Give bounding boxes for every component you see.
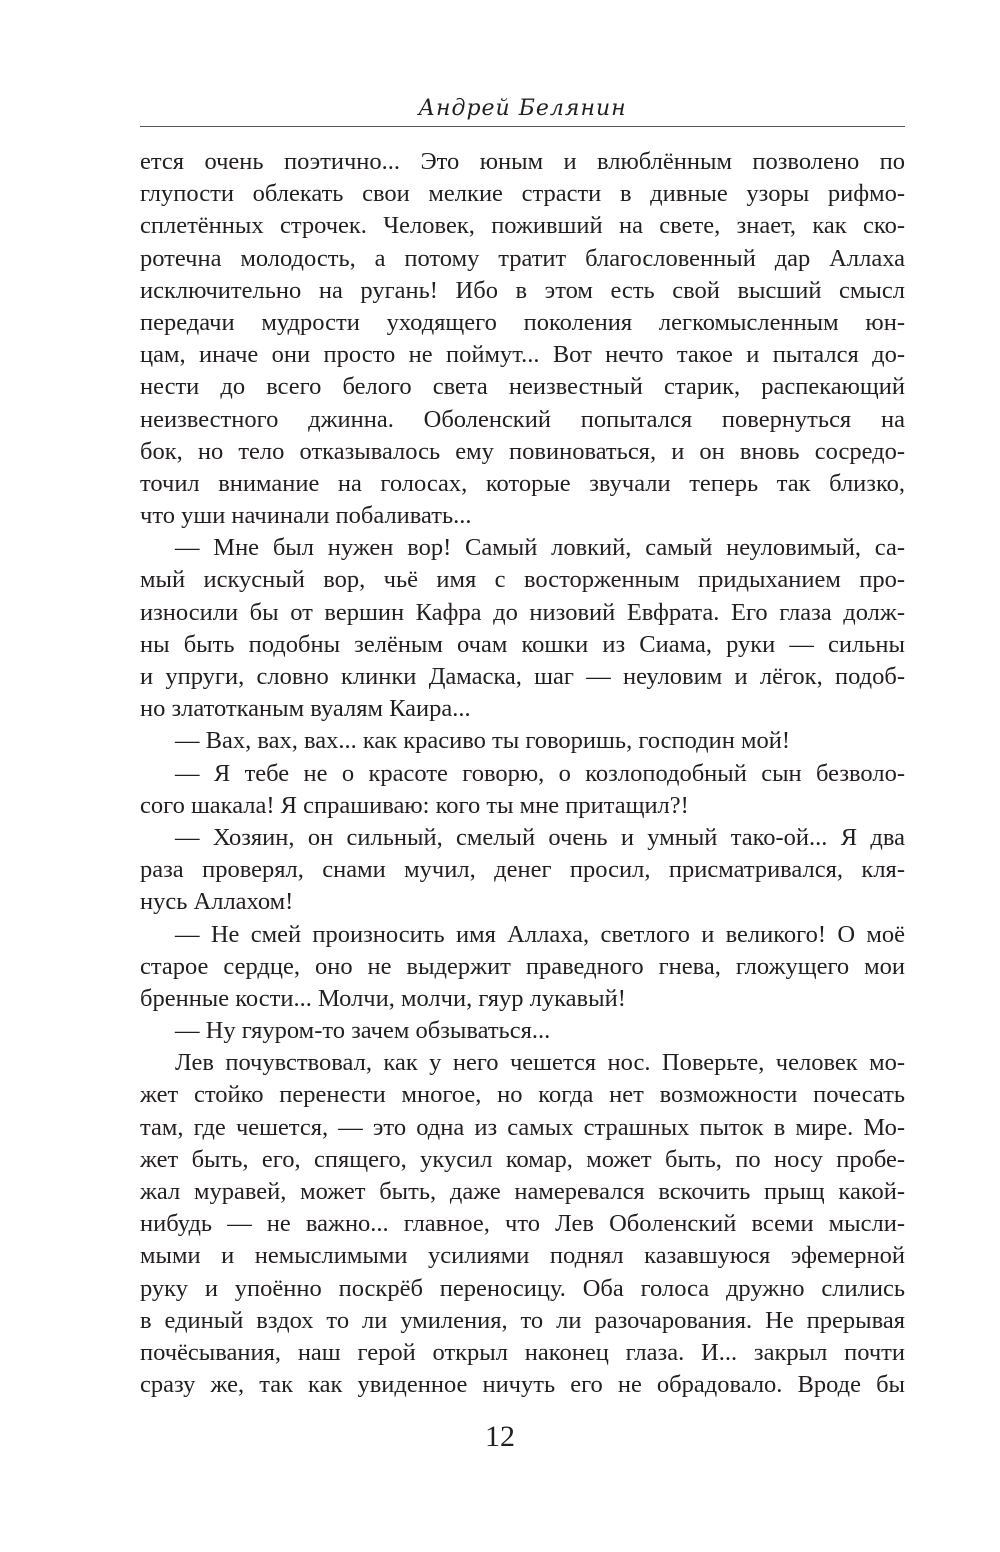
text-line: сразу же, так как увиденное ничуть его не обрадовало. Вроде бы [140,1371,905,1399]
text-line: сплетённых строчек. Человек, поживший на свете, знает, как ско- [140,212,905,240]
text-line: жет стойко перенести многое, но когда нет возможности почесать [140,1081,905,1109]
text-line: в единый вздох то ли умиления, то ли разочарования. Не прерывая [140,1306,905,1334]
text-line: нусь Аллахом! [140,888,294,916]
text-line: исключительно на ругань! Ибо в этом есть свой высший смысл [140,276,905,304]
text-line: нести до всего белого света неизвестный старик, распекающий [140,373,905,401]
text-line: цам, иначе они просто не поймут... Вот нечто такое и пытался до- [140,341,905,369]
text-line: неизвестного джинна. Оболенский попытался повернуться на [140,405,905,433]
text-line: почёсывания, наш герой открыл наконец глаза. И... закрыл почти [140,1338,905,1366]
text-line: — Я тебе не о красоте говорю, о козлоподобный сын безволо- [175,759,905,787]
text-line: там, где чешется, — это одна из самых страшных пыток в мире. Мо- [140,1113,905,1141]
text-line: что уши начинали побаливать... [140,502,472,530]
text-line: бок, но тело отказывалось ему повиноваться, и он вновь сосредо- [140,437,905,465]
text-line: старое сердце, оно не выдержит праведного гнева, гложущего мои [140,952,905,980]
text-line: — Вах, вах, вах... как красиво ты говоришь, господин мой! [175,727,791,755]
page-number: 12 [485,1420,515,1453]
text-line: — Не смей произносить имя Аллаха, светлого и великого! О моё [175,920,905,948]
header-rule [140,126,905,127]
text-line: ны быть подобны зелёным очам кошки из Сиама, руки — сильны [140,630,905,658]
text-line: ется очень поэтично... Это юным и влюблённым позволено по [140,148,905,175]
text-line: износили бы от вершин Кафра до низовий Евфрата. Его глаза долж- [140,598,905,626]
text-line: мый искусный вор, чьё имя с восторженным придыханием про- [140,566,905,594]
text-line: Лев почувствовал, как у него чешется нос. Поверьте, человек мо- [175,1049,905,1077]
text-line: нибудь — не важно... главное, что Лев Оболенский всеми мысли- [140,1210,905,1238]
text-line: жал муравей, может быть, даже намеревался вскочить прыщ какой- [140,1178,905,1205]
text-line: жет быть, его, спящего, укусил комар, может быть, по носу пробе- [140,1145,905,1173]
text-line: передачи мудрости уходящего поколения легкомысленным юн- [140,308,905,336]
running-header-author: Андрей Белянин [418,96,627,121]
text-line: глупости облекать свои мелкие страсти в дивные узоры рифмо- [140,180,905,208]
page-body-text [140,146,905,1401]
text-line: — Мне был нужен вор! Самый ловкий, самый неуловимый, са- [175,534,905,562]
text-line: сого шакала! Я спрашиваю: кого ты мне притащил?! [140,791,689,819]
text-line: бренные кости... Молчи, молчи, гяур лукавый! [140,984,626,1012]
text-line: руку и упоённо поскрёб переносицу. Оба голоса дружно слились [140,1274,905,1302]
text-line: — Хозяин, он сильный, смелый очень и умный тако-ой... Я два [175,823,905,851]
text-line: мыми и немыслимыми усилиями поднял казавшуюся эфемерной [140,1242,905,1270]
text-line: раза проверял, снами мучил, денег просил, присматривался, кля- [140,856,905,884]
text-line: — Ну гяуром-то зачем обзываться... [175,1017,551,1045]
text-line: и упруги, словно клинки Дамаска, шаг — неуловим и лёгок, подоб- [140,663,905,690]
text-line: ротечна молодость, а потому тратит благословенный дар Аллаха [140,244,905,272]
text-line: но златотканым вуалям Каира... [140,695,471,723]
text-line: точил внимание на голосах, которые звучали теперь так близко, [140,469,905,497]
